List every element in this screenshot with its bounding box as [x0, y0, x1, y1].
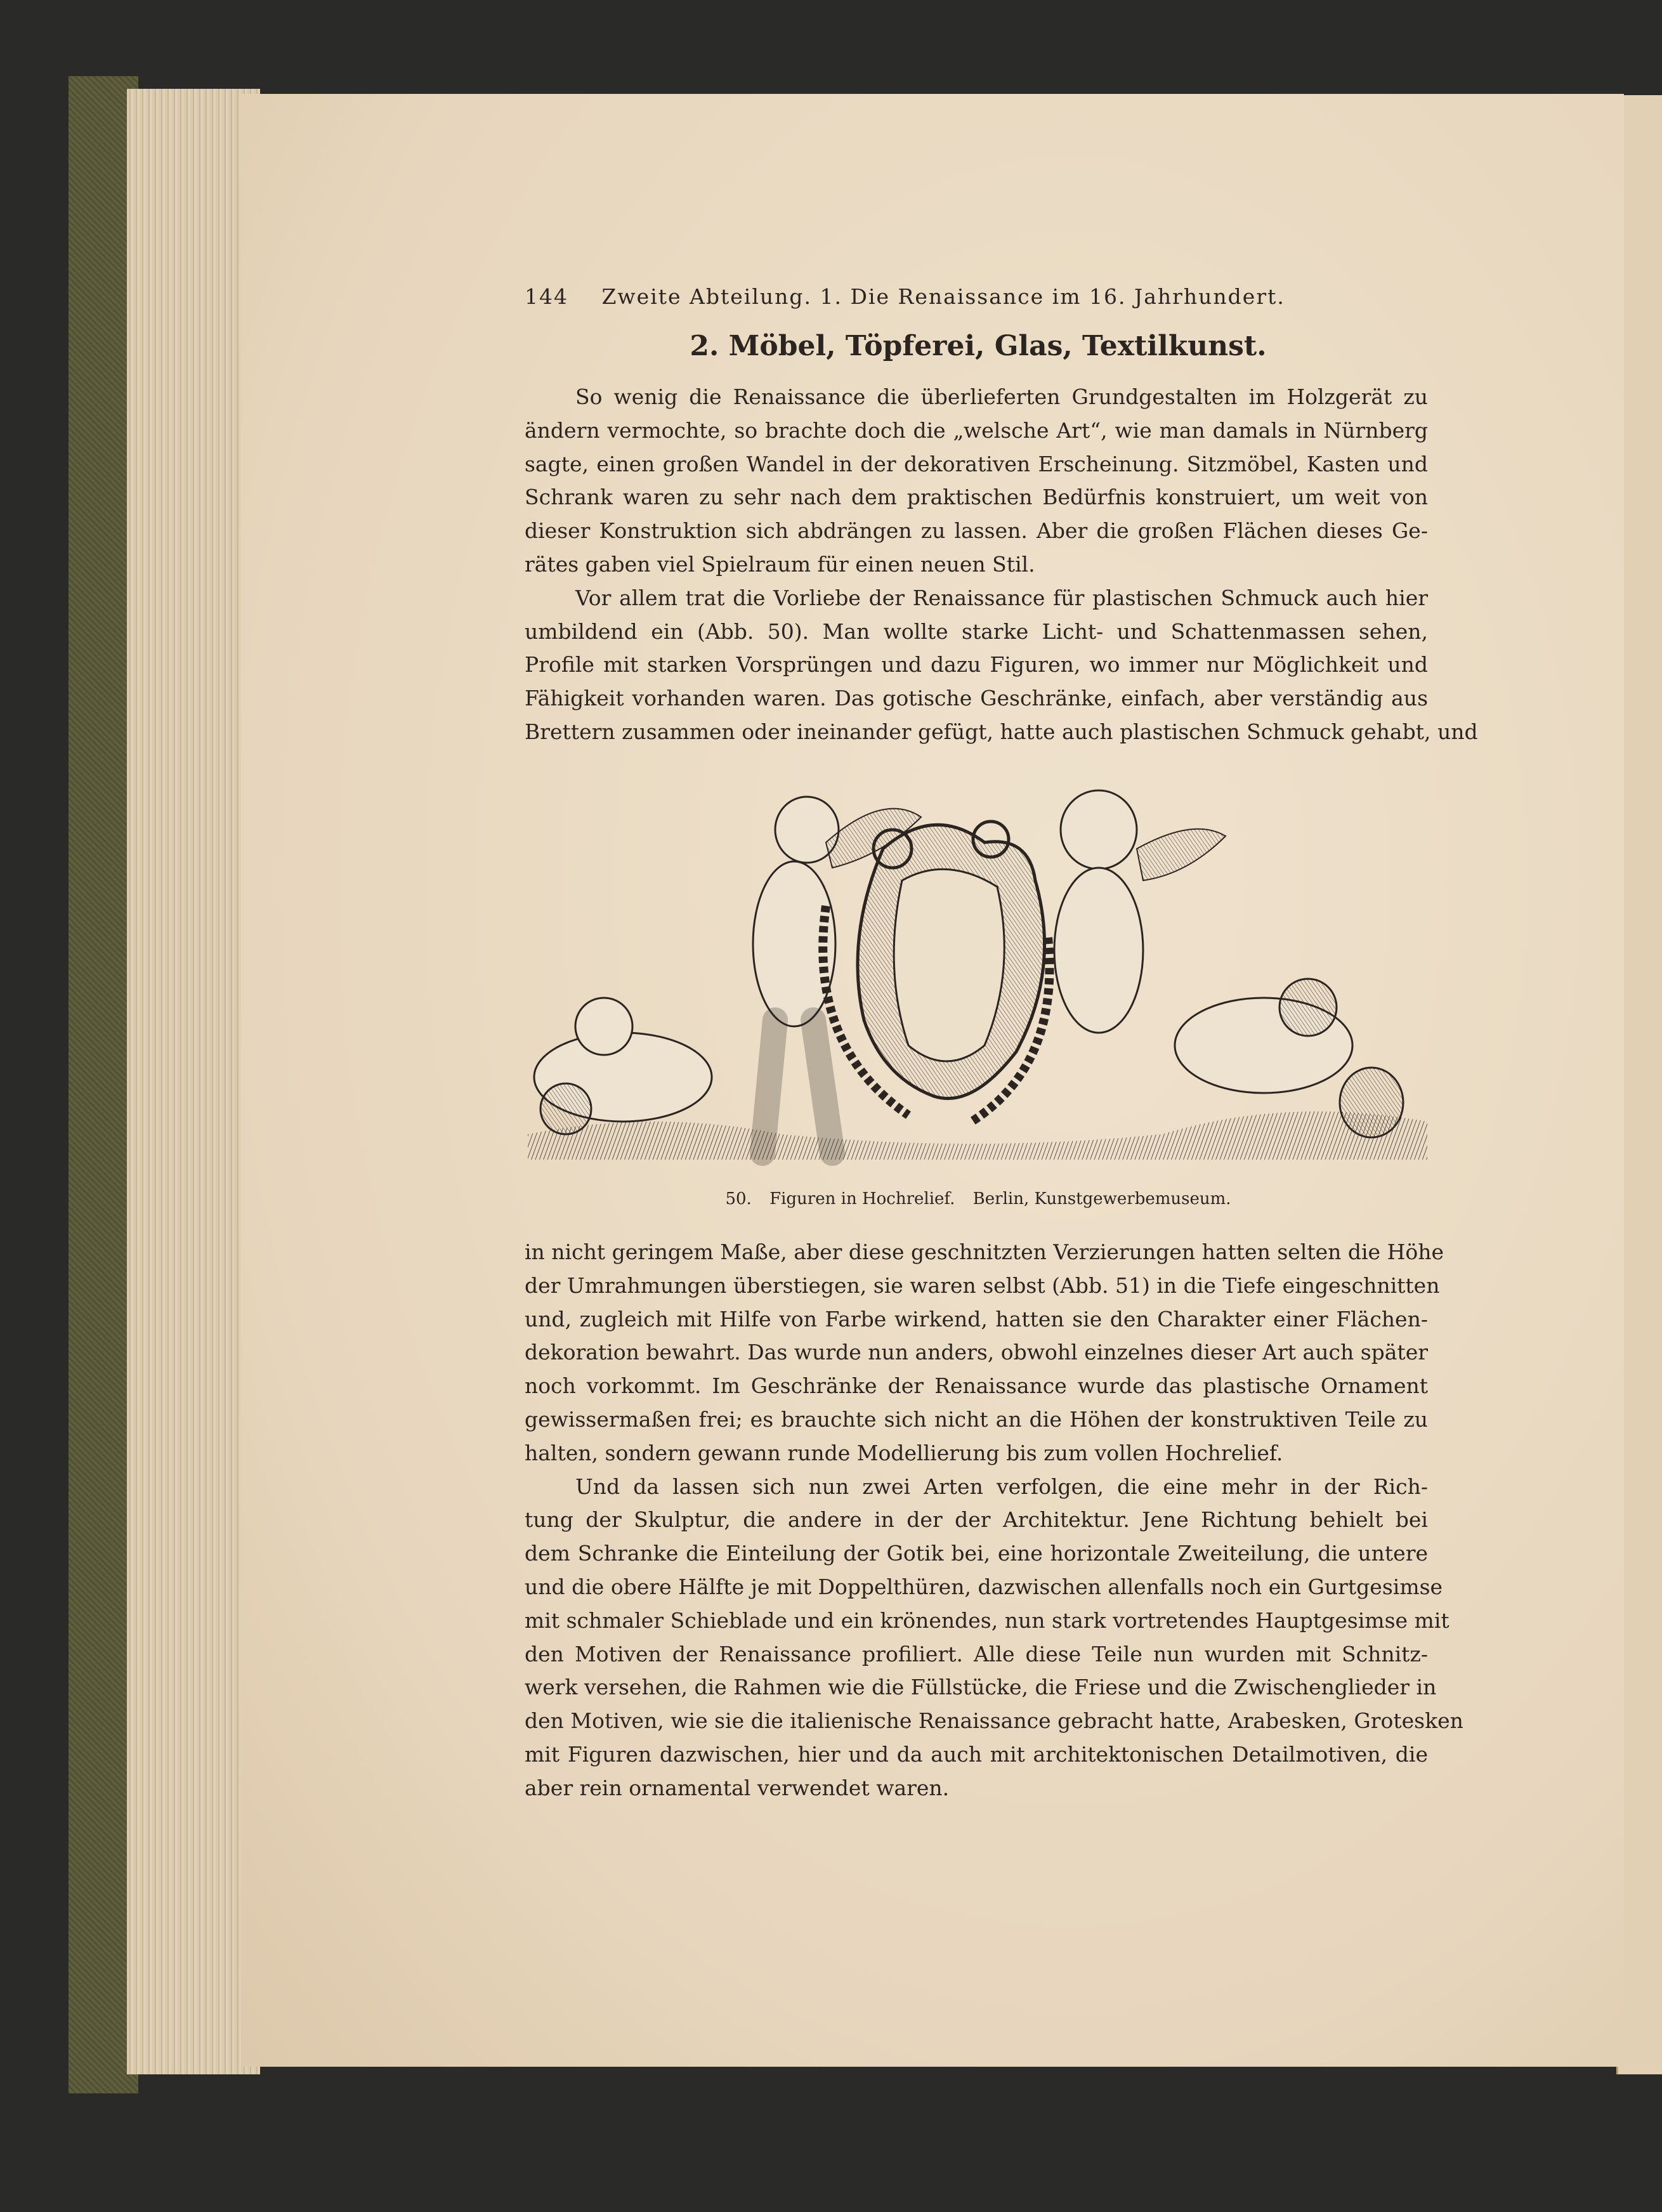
text-line: umbildend ein (Abb. 50). Man wollte starke Licht- und Schattenmassen sehen, [525, 618, 1428, 644]
text-line: dekoration bewahrt. Das wurde nun anders, obwohl einzelnes dieser Art auch später [525, 1340, 1428, 1365]
figure-number: 50. [725, 1189, 752, 1208]
text-line: den Motiven, wie sie die italienische Renaissance gebracht hatte, Arabesken, Grotesken [525, 1708, 1463, 1734]
text-line: Vor allem trat die Vorliebe der Renaissance für plastischen Schmuck auch hier [575, 585, 1428, 610]
text-line: mit Figuren dazwischen, hier und da auch mit architektonischen Detailmotiven, die [525, 1741, 1428, 1767]
cartouche-shield [894, 869, 1004, 1061]
text-line: Brettern zusammen oder ineinander gefügt, hatte auch plastischen Schmuck gehabt, und [525, 719, 1478, 744]
cherub-body-right [1054, 868, 1143, 1033]
text-line: sagte, einen großen Wandel in der dekorativen Erscheinung. Sitzmöbel, Kasten und [525, 451, 1428, 476]
text-line: Profile mit starken Vorsprüngen und dazu Figuren, wo immer nur Möglichkeit und [525, 652, 1428, 677]
figure-illustration-cherubs-cartouche [528, 779, 1427, 1172]
text-line: noch vorkommt. Im Geschränke der Renaissance wurde das plastische Ornament [525, 1373, 1428, 1399]
text-line: Fähigkeit vorhanden waren. Das gotische Geschränke, einfach, aber verständig aus [525, 686, 1428, 711]
text-line: Und da lassen sich nun zwei Arten verfolgen, die eine mehr in der Rich- [575, 1474, 1428, 1499]
text-line: halten, sondern gewann runde Modellierung bis zum vollen Hochrelief. [525, 1440, 1283, 1465]
helmet-orb-right [1340, 1068, 1403, 1137]
text-line: So wenig die Renaissance die überlieferten Grundgestalten im Holzgerät zu [575, 384, 1428, 409]
text-line: und, zugleich mit Hilfe von Farbe wirkend, hatten sie den Charakter einer Flächen- [525, 1306, 1428, 1332]
running-head-title: Zweite Abteilung. 1. Die Renaissance im 16. Jahrhundert. [601, 284, 1285, 309]
running-head [525, 284, 1432, 309]
body-text-after-figure [525, 1236, 1463, 1805]
cherub-head-right [1061, 790, 1137, 869]
figure-source: Berlin, Kunstgewerbemuseum. [972, 1189, 1231, 1208]
figure-caption-text: Figuren in Hochrelief. [769, 1189, 955, 1208]
cherub-body-left [753, 861, 835, 1026]
text-line: der Umrahmungen überstiegen, sie waren selbst (Abb. 51) in die Tiefe eingeschnitten [525, 1273, 1440, 1298]
wing-right [1137, 829, 1226, 880]
section-title: 2. Möbel, Töpferei, Glas, Textilkunst. [690, 330, 1267, 362]
text-line: dem Schranke die Einteilung der Gotik bei, eine horizontale Zweiteilung, die untere [525, 1541, 1428, 1566]
text-line: ändern vermochte, so brachte doch die „welsche Art“, wie man damals in Nürnberg [525, 417, 1428, 443]
text-line: rätes gaben viel Spielraum für einen neuen Stil. [525, 551, 1035, 577]
text-line: den Motiven der Renaissance profiliert. Alle diese Teile nun wurden mit Schnitz- [525, 1641, 1428, 1666]
text-line: und die obere Hälfte je mit Doppelthüren, dazwischen allenfalls noch ein Gurtgesimse [525, 1574, 1443, 1599]
text-line: mit schmaler Schieblade und ein krönendes, nun stark vortretendes Hauptgesimse mit [525, 1607, 1449, 1633]
text-line: tung der Skulptur, die andere in der der Architektur. Jene Richtung behielt bei [525, 1507, 1428, 1533]
text-line: aber rein ornamental verwendet waren. [525, 1775, 950, 1800]
orb-left [540, 1083, 591, 1134]
text-line: dieser Konstruktion sich abdrängen zu lassen. Aber die großen Flächen dieses Ge- [525, 518, 1428, 544]
text-line: in nicht geringem Maße, aber diese geschnitzten Verzierungen hatten selten die Höhe [525, 1240, 1444, 1264]
illustration-engraving [528, 779, 1427, 1172]
text-line: gewissermaßen frei; es brauchte sich nicht an die Höhen der konstruktiven Teile zu [525, 1406, 1428, 1432]
body-text-before-figure [525, 381, 1478, 749]
text-line: Schrank waren zu sehr nach dem praktischen Bedürfnis konstruiert, um weit von [525, 485, 1428, 510]
page-stack-edges [127, 89, 260, 2074]
page-number: 144 [525, 284, 568, 309]
text-line: werk versehen, die Rahmen wie die Füllstücke, die Friese und die Zwischenglieder in [525, 1675, 1437, 1700]
figure-caption [525, 1189, 1432, 1208]
